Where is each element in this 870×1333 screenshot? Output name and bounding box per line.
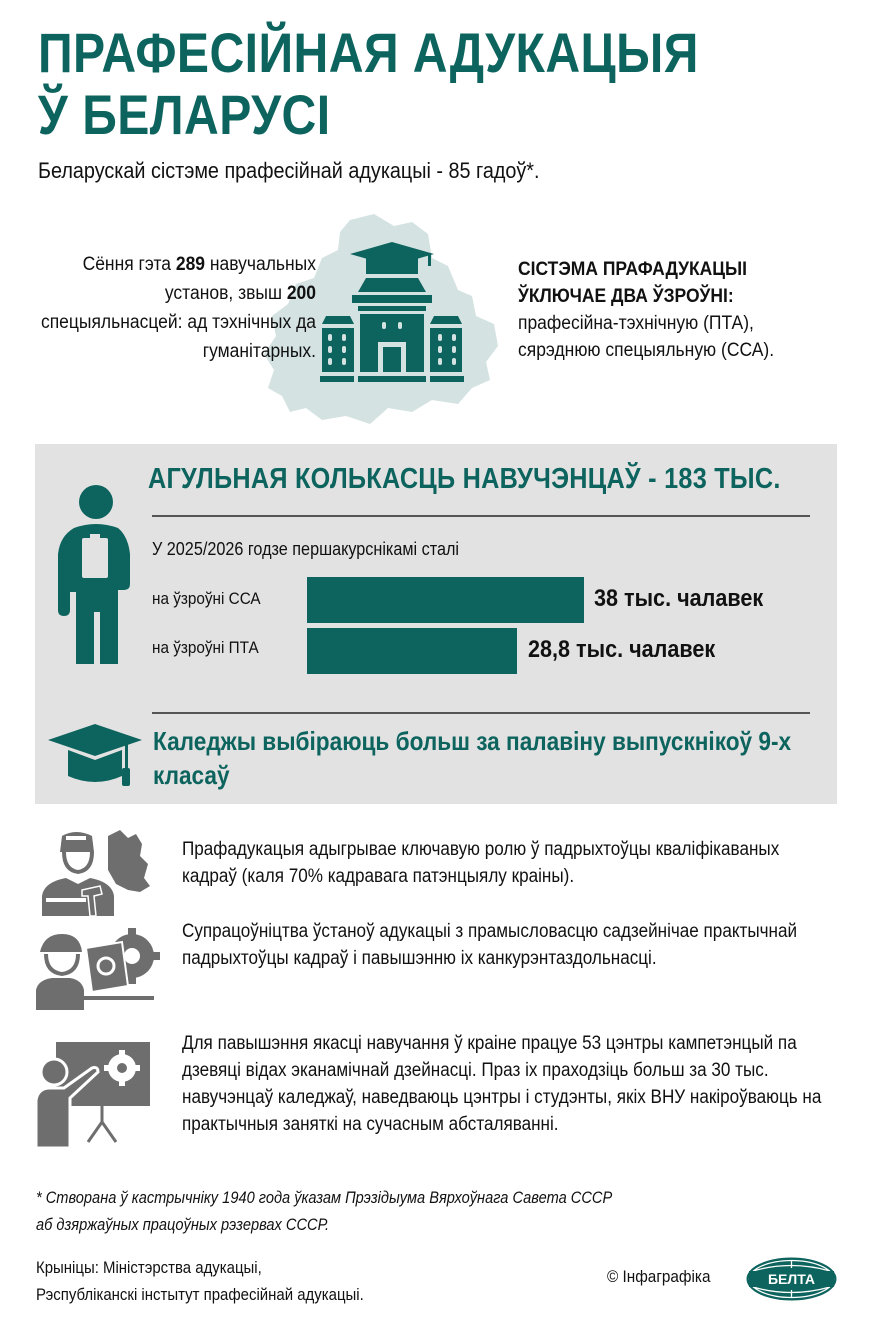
system-levels bbox=[518, 256, 822, 364]
level-pta: прафесійна-тэхнічную (ПТА), bbox=[518, 313, 754, 334]
student-clipboard-icon bbox=[58, 484, 138, 664]
bar-pta bbox=[307, 628, 517, 674]
worker-hammer-icon bbox=[36, 826, 161, 916]
belta-logo-text: БЕЛТА bbox=[767, 1271, 816, 1287]
worker-laptop-gear-icon bbox=[36, 926, 161, 1010]
fact-3: Для павышэння якасці навучання ў краіне працуе 53 цэнтры кампетэнцый па дзевяці відах эканамічнай дзейнасці. Праз іх праходзіць больш за 30 тыс. навучэнцаў каледжаў, наведваюць цэнтры і студэнты, якіх ВНУ накіроўваюць на практычныя заняткі на сучасным абсталяванні. bbox=[182, 1033, 822, 1135]
page-title bbox=[38, 22, 726, 146]
bar-ssa bbox=[307, 577, 584, 623]
footnote: * Створана ў кастрычніку 1940 года ўказам Прэзідыума Вярхоўнага Савета СССР аб дзяржаўных працоўных рэзервах СССР. bbox=[36, 1188, 613, 1234]
subtitle: Беларускай сістэме прафесійнай адукацыі - 85 гадоў*. bbox=[38, 158, 540, 183]
system-levels-heading: СІСТЭМА ПРАФАДУКАЦЫІ ЎКЛЮЧАЕ ДВА ЎЗРОЎНІ: bbox=[518, 259, 748, 307]
bar-value-ssa: 38 тыс. чалавек bbox=[594, 585, 764, 612]
institutions-summary: Сёння гэта 289 навучальных установ, звыш 200 спецыяльнасцей: ад тэхнічных да гуманітарных. bbox=[40, 254, 316, 362]
graduation-cap-icon bbox=[46, 722, 144, 792]
specialties-count: 200 bbox=[286, 283, 316, 304]
title-line-2: Ў БЕЛАРУСІ bbox=[38, 83, 331, 146]
freshmen-label: У 2025/2026 годзе першакурснікамі сталі bbox=[152, 539, 460, 559]
title-line-1: ПРАФЕСІЙНАЯ АДУКАЦЫЯ bbox=[38, 21, 699, 84]
divider bbox=[152, 515, 810, 517]
divider bbox=[152, 712, 810, 714]
total-students-title: АГУЛЬНАЯ КОЛЬКАСЦЬ НАВУЧЭНЦАЎ - 183 ТЫС. bbox=[148, 463, 781, 495]
bar-label-pta: на ўзроўні ПТА bbox=[152, 638, 259, 657]
level-ssa: сярэднюю спецыяльную (ССА). bbox=[518, 340, 775, 361]
bar-value-pta: 28,8 тыс. чалавек bbox=[528, 636, 716, 663]
university-building-icon bbox=[320, 238, 465, 383]
fact-2: Супрацоўніцтва ўстаноў адукацыі з прамысловасцю садзейнічае практычнай падрыхтоўцы кадраў і павышэнню іх канкурэнтаздольнасці. bbox=[182, 921, 798, 969]
belta-logo bbox=[745, 1256, 838, 1302]
colleges-note: Каледжы выбіраюць больш за палавіну выпускнікоў 9-х класаў bbox=[153, 726, 792, 790]
institutions-count: 289 bbox=[175, 254, 206, 275]
fact-1: Прафадукацыя адыгрывае ключавую ролю ў падрыхтоўцы кваліфікаваных кадраў (каля 70% кадравага патэнцыялу краіны). bbox=[182, 839, 780, 887]
bar-label-ssa: на ўзроўні ССА bbox=[152, 589, 261, 608]
sources: Крыніцы: Міністэрства адукацыі, Рэспубліканскі інстытут прафесійнай адукацыі. bbox=[36, 1258, 364, 1304]
copyright-label: © Інфаграфіка bbox=[607, 1267, 711, 1286]
presenter-board-icon bbox=[36, 1038, 161, 1148]
